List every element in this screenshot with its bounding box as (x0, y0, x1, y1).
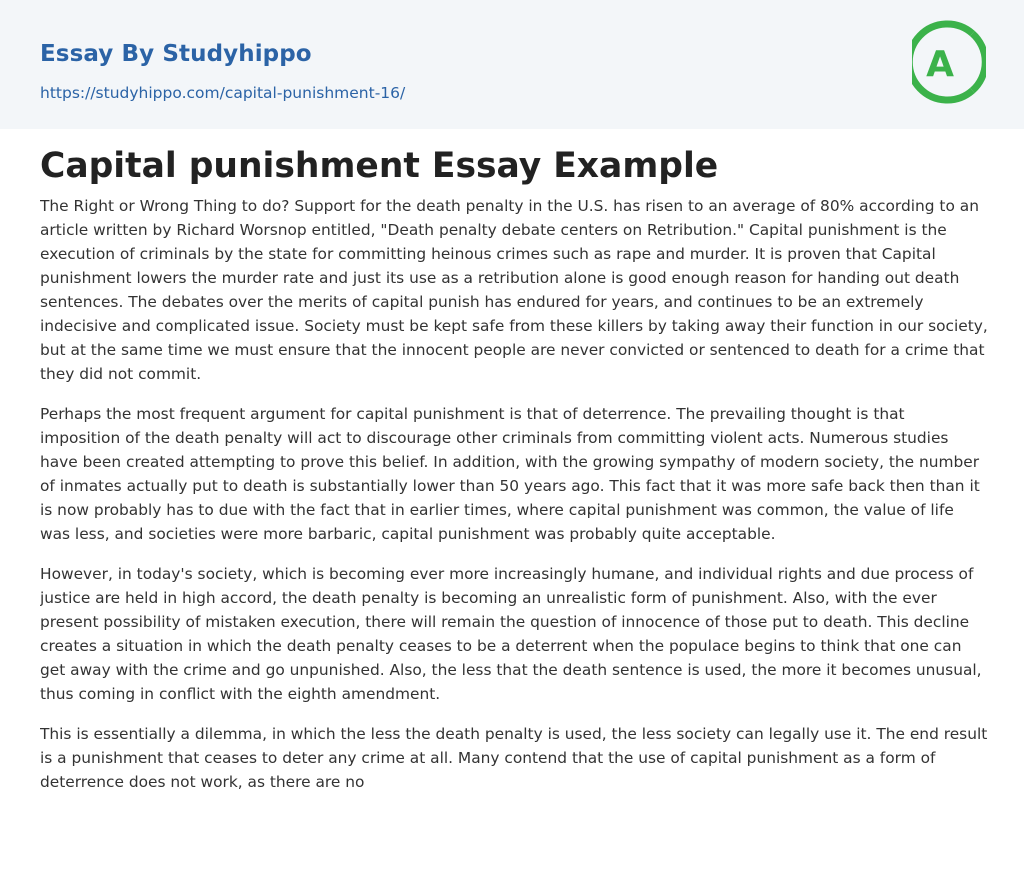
essay-paragraph: Perhaps the most frequent argument for capital punishment is that of deterrence. The prevailing thought is that imposition of the death penalty will act to discourage other criminals from committing violent acts. Numerous studies have been created attempting to prove this belief. In addition, with the growing sympathy of modern society, the number of inmates actually put to death is substantially lower than 50 years ago. This fact that it was more safe back then than it is now probably has to due with the fact that in earlier times, where capital punishment was common, the value of life was less, and societies were more barbaric, capital punishment was probably quite acceptable. (40, 405, 980, 543)
studyhippo-logo-icon[interactable] (912, 19, 986, 105)
article-url-link[interactable]: https://studyhippo.com/capital-punishment-16/ (40, 84, 406, 102)
essay-body (40, 194, 988, 834)
site-header (0, 0, 1024, 129)
logo-letter: A (926, 44, 954, 85)
essay-paragraph: The Right or Wrong Thing to do? Support for the death penalty in the U.S. has risen to an average of 80% according to an article written by Richard Worsnop entitled, "Death penalty debate centers on Retribution." Capital punishment is the execution of criminals by the state for committing heinous crimes such as rape and murder. It is proven that Capital punishment lowers the murder rate and just its use as a retribution alone is good enough reason for handing out death sentences. The debates over the merits of capital punish has endured for years, and continues to be an extremely indecisive and complicated issue. Society must be kept safe from these killers by taking away their function in our society, but at the same time we must ensure that the innocent people are never convicted or sentenced to death for a crime that they did not commit. (40, 197, 988, 383)
brand-title[interactable]: Essay By Studyhippo (40, 41, 312, 67)
page-title: Capital punishment Essay Example (40, 146, 719, 186)
essay-paragraph: This is essentially a dilemma, in which the less the death penalty is used, the less society can legally use it. The end result is a punishment that ceases to deter any crime at all. Many contend that the use of capital punishment as a form of deterrence does not work, as there are no (40, 725, 988, 791)
essay-paragraph: However, in today's society, which is becoming ever more increasingly humane, and individual rights and due process of justice are held in high accord, the death penalty is becoming an unrealistic form of punishment. Also, with the ever present possibility of mistaken execution, there will remain the question of innocence of those put to death. This decline creates a situation in which the death penalty ceases to be a deterrent when the populace begins to think that one can get away with the crime and go unpunished. Also, the less that the death sentence is used, the more it becomes unusual, thus coming in conflict with the eighth amendment. (40, 565, 982, 703)
